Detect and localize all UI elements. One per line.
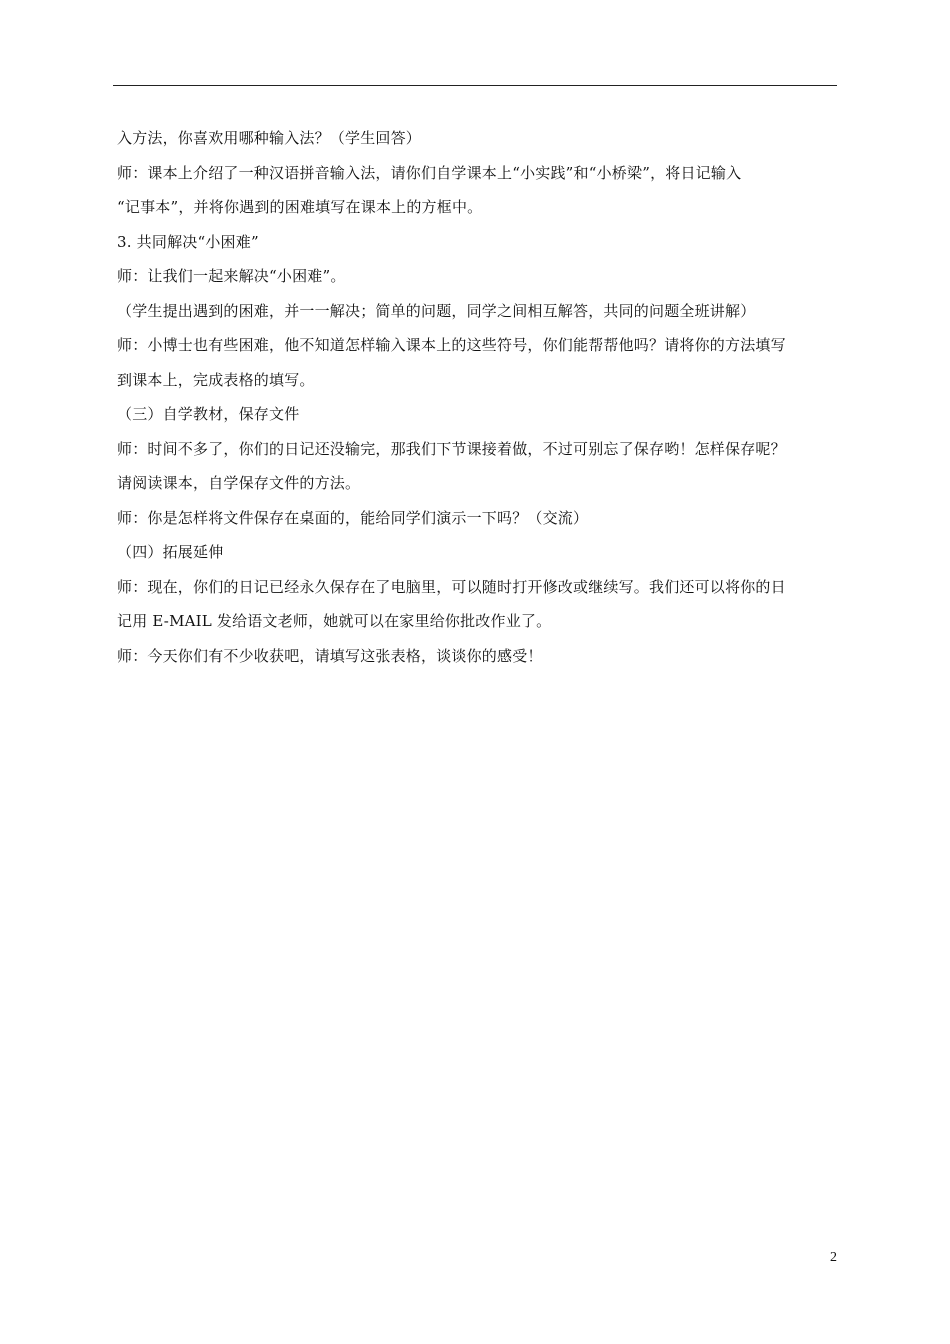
section-heading: （三）自学教材，保存文件 bbox=[117, 405, 300, 423]
text-line: “记事本”，并将你遇到的困难填写在课本上的方框中。 bbox=[117, 198, 483, 216]
text-line: 师：你是怎样将文件保存在桌面的，能给同学们演示一下吗？（交流） bbox=[117, 508, 589, 527]
section-heading: 3. 共同解决“小困难” bbox=[117, 232, 259, 251]
section-heading: （四）拓展延伸 bbox=[117, 543, 224, 561]
text-line: 请阅读课本，自学保存文件的方法。 bbox=[117, 474, 361, 492]
header-rule bbox=[113, 85, 837, 86]
body-text bbox=[117, 121, 839, 673]
text-line: 师：让我们一起来解决“小困难”。 bbox=[117, 267, 346, 285]
text-line: 到课本上，完成表格的填写。 bbox=[117, 370, 315, 389]
text-line: 入方法，你喜欢用哪种输入法？（学生回答） bbox=[117, 129, 422, 147]
text-line: （学生提出遇到的困难，并一一解决；简单的问题，同学之间相互解答，共同的问题全班讲解） bbox=[117, 301, 756, 320]
page-number: 2 bbox=[830, 1250, 837, 1265]
text-line: 师：小博士也有些困难，他不知道怎样输入课本上的这些符号，你们能帮帮他吗？请将你的方法填写 bbox=[117, 336, 786, 354]
text-line: 师：今天你们有不少收获吧，请填写这张表格，谈谈你的感受！ bbox=[117, 646, 543, 665]
text-line: 师：现在，你们的日记已经永久保存在了电脑里，可以随时打开修改或继续写。我们还可以将你的日 bbox=[117, 577, 786, 596]
text-line: 记用 E-MAIL 发给语文老师，她就可以在家里给你批改作业了。 bbox=[117, 612, 552, 630]
text-line: 师：时间不多了，你们的日记还没输完，那我们下节课接着做，不过可别忘了保存哟！怎样保存呢？ bbox=[117, 439, 786, 458]
text-line: 师：课本上介绍了一种汉语拼音输入法，请你们自学课本上“小实践”和“小桥梁”，将日记输入 bbox=[117, 163, 742, 182]
